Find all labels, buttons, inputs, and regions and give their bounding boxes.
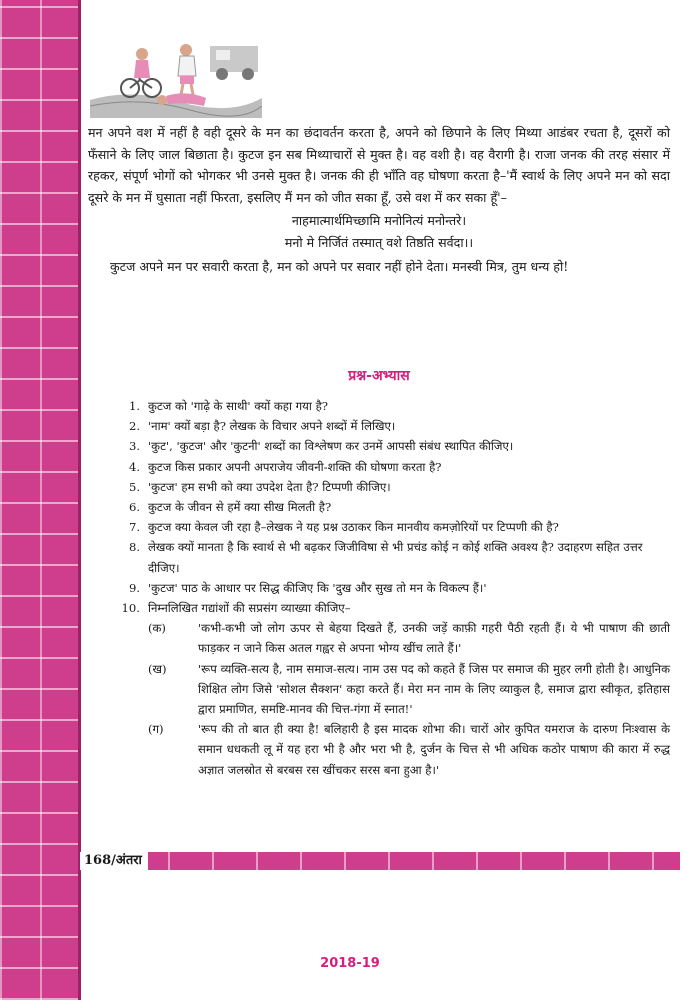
edition-year: 2018-19 <box>320 956 380 971</box>
question-text: 'कुट', 'कुटज' और 'कुटनी' शब्दों का विश्लेषण कर उनमें आपसी संबंध स्थापित कीजिए। <box>148 439 514 454</box>
chapter-illustration <box>90 40 262 118</box>
section-heading: प्रश्न-अभ्यास <box>348 368 410 384</box>
question-number: 1. <box>128 399 140 413</box>
question-text: 'कुटज' पाठ के आधार पर सिद्ध कीजिए कि 'दुख और सुख तो मन के विकल्प हैं।' <box>148 580 487 595</box>
sub-question-text: 'रूप की तो बात ही क्या है! बलिहारी है इस मादक शोभा की। चारों ओर कुपित यमराज के दारुण निःश्वास के समान धधकती लू में यह हरा भी है और भरा भी है, दुर्जन के चित्त से भी अधिक कठोर पाषाण की कारा में रुद्ध अज्ञात जलस्रोत से बरबस रस खींचकर सरस बना हुआ है।' <box>198 722 670 777</box>
question-item <box>88 598 670 618</box>
question-item <box>88 537 670 577</box>
strip-edge <box>78 0 81 1000</box>
sub-question <box>148 719 670 780</box>
question-text: कुटज क्या केवल जी रहा है–लेखक ने यह प्रश्न उठाकर किन मानवीय कमज़ोरियों पर टिप्पणी की है? <box>148 520 559 535</box>
question-number: 5. <box>128 479 140 494</box>
question-item <box>88 416 670 436</box>
sub-question <box>148 618 670 658</box>
sub-question-label: (ग) <box>148 722 164 737</box>
question-number: 8. <box>128 540 140 555</box>
question-item <box>88 457 670 477</box>
question-number: 10. <box>121 601 140 616</box>
sub-question-label: (ख) <box>148 661 167 676</box>
closing-paragraph: कुटज अपने मन पर सवारी करता है, मन को अपने पर सवार नहीं होने देता। मनस्वी मित्र, तुम धन्य हो! <box>110 259 569 274</box>
question-text: कुटज को 'गाढ़े के साथी' क्यों कहा गया है? <box>148 399 328 413</box>
question-number: 4. <box>128 459 140 474</box>
verse-line: मनो मे निर्जितं तस्मात् वशे तिष्ठति सर्वदा।। <box>284 235 474 250</box>
question-number: 9. <box>128 580 140 595</box>
question-item <box>88 477 670 497</box>
question-text: कुटज किस प्रकार अपनी अपराजेय जीवनी-शक्ति की घोषणा करता है? <box>148 459 442 474</box>
question-item <box>88 578 670 598</box>
sub-question-text: 'रूप व्यक्ति-सत्य है, नाम समाज-सत्य। नाम उस पद को कहते हैं जिस पर समाज की मुहर लगी होती है। आधुनिक शिक्षित लोग जिसे 'सोशल सैक्शन' कहा करते हैं। मेरा मन नाम के लिए व्याकुल है, समाज द्वारा स्वीकृत, इतिहास द्वारा प्रमाणित, समष्टि-मानव की चित्त-गंगा में स्नात!' <box>198 661 670 717</box>
footer-brick-bar <box>80 852 680 870</box>
question-number: 3. <box>128 439 140 454</box>
question-item <box>88 436 670 456</box>
decorative-brick-strip <box>0 0 80 1000</box>
body-text <box>88 122 670 278</box>
question-text: 'नाम' क्यों बड़ा है? लेखक के विचार अपने शब्दों में लिखिए। <box>148 419 396 434</box>
sub-question-label: (क) <box>148 621 166 636</box>
question-number: 2. <box>128 419 140 434</box>
question-item <box>88 517 670 537</box>
question-number: 6. <box>128 500 140 515</box>
sub-question <box>148 659 670 720</box>
question-list <box>88 396 670 780</box>
verse-line: नाहमात्मार्थमिच्छामि मनोनित्यं मनोन्तरे। <box>291 213 467 228</box>
question-item <box>88 396 670 416</box>
question-number: 7. <box>128 520 140 535</box>
sub-question-text: 'कभी-कभी जो लोग ऊपर से बेहया दिखते हैं, उनकी जड़ें काफ़ी गहरी पैठी रहती हैं। ये भी पाषाण की छाती फाड़कर न जाने किस अतल गह्वर से अपना भोग्य खींच लाते हैं।' <box>198 621 670 656</box>
question-text: लेखक क्यों मानता है कि स्वार्थ से भी बढ़कर जिजीविषा से भी प्रचंड कोई न कोई शक्ति अवश्य है? उदाहरण सहित उत्तर दीजिए। <box>148 540 643 575</box>
question-text: निम्नलिखित गद्यांशों की सप्रसंग व्याख्या कीजिए– <box>148 601 351 616</box>
page-number-label: 168/अंतरा <box>80 852 148 870</box>
question-text: 'कुटज' हम सभी को क्या उपदेश देता है? टिप्पणी कीजिए। <box>148 479 391 494</box>
question-item <box>88 497 670 517</box>
paragraph: मन अपने वश में नहीं है वही दूसरे के मन का छंदावर्तन करता है, अपने को छिपाने के लिए मिथ्या आडंबर रचता है, दूसरों को फँसाने के लिए जाल बिछाता है। कुटज इन सब मिथ्याचारों से मुक्त है। वह वशी है। वह वैरागी है। राजा जनक की तरह संसार में रहकर, संपूर्ण भोगों को भोगकर भी उनसे मुक्त है। जनक की ही भाँति वह घोषणा करता है–'मैं स्वार्थ के लिए अपने मन को सदा दूसरे के मन में घुसाता नहीं फिरता, इसलिए मैं मन को जीत सका हूँ, उसे वश में कर सका हूँ'– <box>88 125 670 205</box>
question-text: कुटज के जीवन से हमें क्या सीख मिलती है? <box>148 500 332 515</box>
